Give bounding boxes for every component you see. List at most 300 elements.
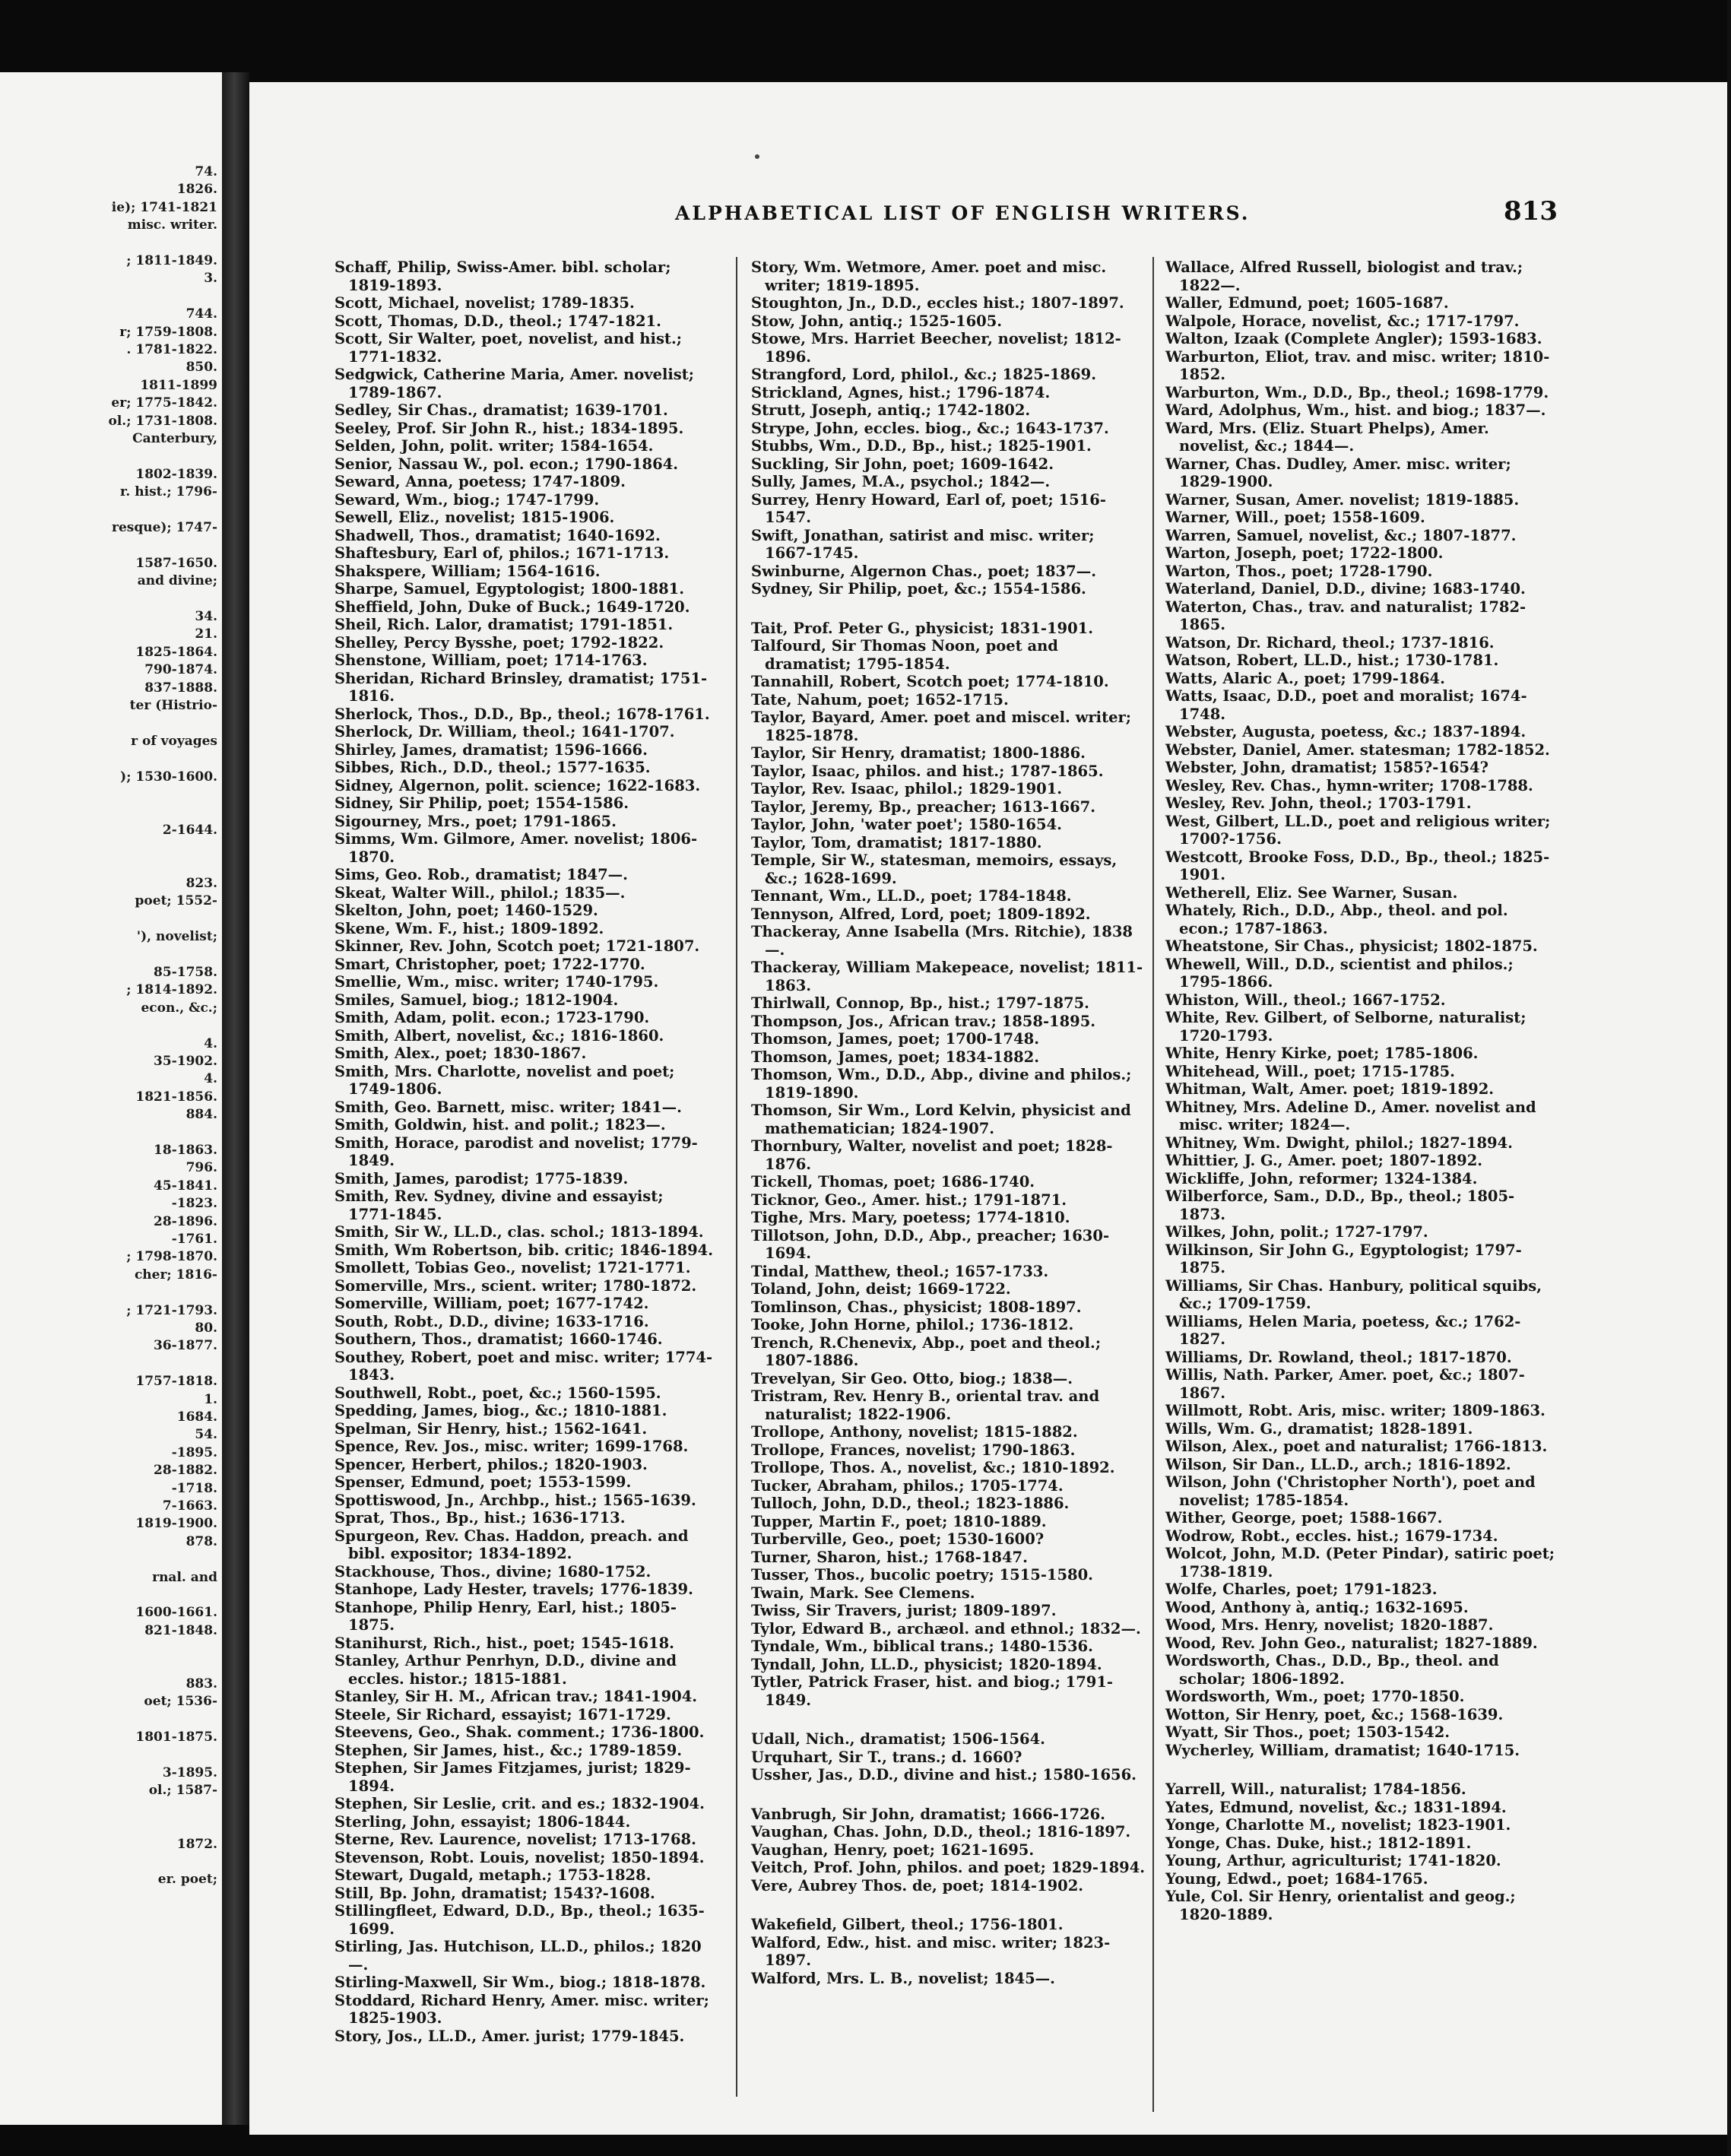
writer-entry: Taylor, Bayard, Amer. poet and miscel. writer; 1825-1878.: [751, 709, 1131, 744]
writer-entry: Tennant, Wm., LL.D., poet; 1784-1848.: [751, 887, 1072, 905]
left-page-text-fragment: ; 1814-1892.: [126, 982, 217, 998]
writer-entry: Spedding, James, biog., &c.; 1810-1881.: [334, 1402, 667, 1419]
left-page-text-fragment: 850.: [185, 360, 217, 376]
writer-entry: Warner, Chas. Dudley, Amer. misc. writer; 1829-1900.: [1165, 455, 1511, 490]
writer-entry: Taylor, Jeremy, Bp., preacher; 1613-1667.: [751, 797, 1096, 816]
left-page-text-fragment: 1600-1661.: [135, 1605, 217, 1621]
writer-entry: Spottiswood, Jn., Archbp., hist.; 1565-1639.: [334, 1491, 696, 1509]
writer-entry: West, Gilbert, LL.D., poet and religious writer; 1700?-1756.: [1165, 812, 1551, 848]
left-page-text-fragment: . 1781-1822.: [126, 342, 217, 357]
writer-entry: Thornbury, Walter, novelist and poet; 1828-1876.: [751, 1137, 1113, 1173]
left-page-text-fragment: 1757-1818.: [135, 1374, 217, 1390]
left-page-text-fragment: ; 1721-1793.: [126, 1302, 217, 1318]
writer-entry: Schaff, Philip, Swiss-Amer. bibl. scholar; 1819-1893.: [334, 258, 671, 294]
writer-entry: Sigourney, Mrs., poet; 1791-1865.: [334, 812, 617, 830]
writer-entry: Story, Jos., LL.D., Amer. jurist; 1779-1845.: [334, 2027, 685, 2045]
writer-entry: Sterling, John, essayist; 1806-1844.: [334, 1812, 631, 1831]
left-page-text-fragment: 21.: [195, 626, 217, 642]
left-page-text-fragment: 823.: [185, 876, 217, 891]
left-page-text-fragment: oet; 1536-: [144, 1694, 217, 1710]
left-page-text-fragment: 1587-1650.: [135, 555, 217, 571]
writer-entry: Stanley, Arthur Penrhyn, D.D., divine and eccles. histor.; 1815-1881.: [334, 1652, 677, 1688]
writer-entry: Seward, Wm., biog.; 1747-1799.: [334, 490, 600, 509]
writer-entry: Tytler, Patrick Fraser, hist. and biog.; 1791-1849.: [751, 1673, 1114, 1709]
left-page-text-fragment: er; 1775-1842.: [111, 395, 217, 411]
writer-entry: Swift, Jonathan, satirist and misc. writer; 1667-1745.: [751, 526, 1095, 562]
writer-entry: Tighe, Mrs. Mary, poetess; 1774-1810.: [751, 1209, 1070, 1226]
writer-entry: Wheatstone, Sir Chas., physicist; 1802-1875.: [1165, 937, 1538, 955]
writer-entry: Scott, Thomas, D.D., theol.; 1747-1821.: [334, 312, 661, 330]
writer-entry: Tooke, John Horne, philol.; 1736-1812.: [751, 1316, 1074, 1333]
left-page-text-fragment: 85-1758.: [154, 965, 217, 980]
book-gutter: [222, 72, 249, 2125]
writer-entry: Tulloch, John, D.D., theol.; 1823-1886.: [751, 1495, 1070, 1512]
writer-entry: Wordsworth, Chas., D.D., Bp., theol. and scholar; 1806-1892.: [1165, 1652, 1499, 1688]
page-number: 813: [1504, 196, 1558, 227]
writer-entry: Spence, Rev. Jos., misc. writer; 1699-1768.: [334, 1438, 689, 1455]
left-page-text-fragment: ); 1530-1600.: [120, 769, 217, 785]
left-page-text-fragment: '), novelist;: [136, 929, 217, 945]
writer-entry: Walton, Izaak (Complete Angler); 1593-1683.: [1165, 330, 1542, 347]
left-page-text-fragment: 821-1848.: [144, 1622, 217, 1638]
writer-entry: Willis, Nath. Parker, Amer. poet, &c.; 1807-1867.: [1165, 1366, 1525, 1402]
writer-entry: Wolfe, Charles, poet; 1791-1823.: [1165, 1581, 1438, 1598]
writer-entry: Warner, Susan, Amer. novelist; 1819-1885.: [1165, 490, 1520, 509]
left-page-text-fragment: er. poet;: [157, 1872, 217, 1888]
left-page-text-fragment: 1811-1899: [140, 377, 217, 393]
left-page-text-fragment: r; 1759-1808.: [119, 324, 217, 340]
writer-entry: Senior, Nassau W., pol. econ.; 1790-1864.: [334, 455, 679, 473]
writer-entry: Wesley, Rev. Chas., hymn-writer; 1708-1788.: [1165, 776, 1533, 794]
writer-entry: Wetherell, Eliz. See Warner, Susan.: [1165, 883, 1458, 902]
left-page-text-fragment: ter (Histrio-: [129, 698, 217, 713]
writer-entry: Yonge, Chas. Duke, hist.; 1812-1891.: [1165, 1834, 1472, 1852]
writer-entry: Temple, Sir W., statesman, memoirs, essays, &c.; 1628-1699.: [751, 851, 1118, 887]
writer-entry: Stanhope, Philip Henry, Earl, hist.; 1805-1875.: [334, 1598, 677, 1634]
writer-entry: Sheffield, John, Duke of Buck.; 1649-1720.: [334, 598, 690, 616]
writer-entry: Thomson, James, poet; 1834-1882.: [751, 1048, 1039, 1066]
writer-entry: Wither, George, poet; 1588-1667.: [1165, 1509, 1443, 1527]
left-page-text-fragment: 18-1863.: [154, 1143, 217, 1158]
left-page-text-fragment: 4.: [204, 1035, 217, 1051]
writer-entry: Smith, Adam, polit. econ.; 1723-1790.: [334, 1009, 650, 1026]
left-page-text-fragment: ; 1798-1870.: [126, 1249, 217, 1265]
writer-entry: Shelley, Percy Bysshe, poet; 1792-1822.: [334, 633, 664, 652]
writer-entry: Tait, Prof. Peter G., physicist; 1831-1901.: [751, 619, 1094, 637]
writer-entry: Shakspere, William; 1564-1616.: [334, 562, 601, 580]
writer-entry: Twiss, Sir Travers, jurist; 1809-1897.: [751, 1602, 1057, 1619]
writer-entry: Williams, Sir Chas. Hanbury, political squibs, &c.; 1709-1759.: [1165, 1276, 1542, 1312]
writer-entry: Sherlock, Dr. William, theol.; 1641-1707.: [334, 723, 675, 740]
writer-entry: Turberville, Geo., poet; 1530-1600?: [751, 1530, 1045, 1548]
left-page-text-fragment: 36-1877.: [154, 1338, 217, 1354]
writer-entry: Smellie, Wm., misc. writer; 1740-1795.: [334, 973, 659, 991]
writer-entry: Whiston, Will., theol.; 1667-1752.: [1165, 991, 1446, 1009]
writer-entry: Wills, Wm. G., dramatist; 1828-1891.: [1165, 1419, 1473, 1438]
writer-entry: Tillotson, John, D.D., Abp., preacher; 1630-1694.: [751, 1226, 1110, 1262]
writer-entry: Walford, Edw., hist. and misc. writer; 1823-1897.: [751, 1933, 1111, 1969]
writer-entry: Warren, Samuel, novelist, &c.; 1807-1877.: [1165, 526, 1517, 544]
writer-entry: Strickland, Agnes, hist.; 1796-1874.: [751, 383, 1051, 401]
writer-entry: Wycherley, William, dramatist; 1640-1715.: [1165, 1741, 1520, 1759]
writer-entry: Whitman, Walt, Amer. poet; 1819-1892.: [1165, 1080, 1495, 1098]
left-page-text-fragment: 3.: [204, 271, 217, 287]
letter-section-gap: [751, 1894, 1146, 1916]
column-2: [751, 258, 1146, 1987]
writer-entry: Ussher, Jas., D.D., divine and hist.; 1580-1656.: [751, 1766, 1137, 1783]
writer-entry: Talfourd, Sir Thomas Noon, poet and dramatist; 1795-1854.: [751, 637, 1058, 673]
left-page-text-fragment: 35-1902.: [154, 1054, 217, 1069]
writer-entry: Southwell, Robt., poet, &c.; 1560-1595.: [334, 1384, 661, 1402]
writer-entry: Shenstone, William, poet; 1714-1763.: [334, 652, 648, 669]
writer-entry: Stevenson, Robt. Louis, novelist; 1850-1894.: [334, 1848, 705, 1866]
left-page-text-fragment: Canterbury,: [132, 431, 217, 446]
left-page-text-fragment: 1826.: [176, 182, 217, 198]
writer-entry: Somerville, Mrs., scient. writer; 1780-1872.: [334, 1276, 697, 1295]
writer-entry: Veitch, Prof. John, philos. and poet; 1829-1894.: [751, 1859, 1146, 1876]
writer-entry: Tristram, Rev. Henry B., oriental trav. and naturalist; 1822-1906.: [751, 1387, 1100, 1423]
left-page-text-fragment: and divine;: [137, 573, 217, 589]
writer-entry: Wolcot, John, M.D. (Peter Pindar), satiric poet; 1738-1819.: [1165, 1545, 1555, 1581]
writer-entry: Warburton, Eliot, trav. and misc. writer; 1810-1852.: [1165, 347, 1550, 383]
writer-entry: Tusser, Thos., bucolic poetry; 1515-1580.: [751, 1566, 1093, 1584]
writer-entry: Taylor, Isaac, philos. and hist.; 1787-1865.: [751, 762, 1104, 780]
writer-entry: Suckling, Sir John, poet; 1609-1642.: [751, 455, 1054, 473]
writer-entry: Stephen, Sir James, hist., &c.; 1789-1859.: [334, 1741, 683, 1759]
writer-entry: Wilberforce, Sam., D.D., Bp., theol.; 1805-1873.: [1165, 1187, 1515, 1223]
writer-entry: Still, Bp. John, dramatist; 1543?-1608.: [334, 1884, 655, 1902]
writer-entry: Wallace, Alfred Russell, biologist and trav.; 1822—.: [1165, 258, 1523, 294]
writer-entry: Trollope, Frances, novelist; 1790-1863.: [751, 1441, 1076, 1459]
writer-entry: Wood, Rev. John Geo., naturalist; 1827-1889.: [1165, 1634, 1538, 1652]
writer-entry: Seeley, Prof. Sir John R., hist.; 1834-1895.: [334, 419, 684, 437]
writer-entry: Thomson, James, poet; 1700-1748.: [751, 1030, 1039, 1048]
writer-entry: Sims, Geo. Rob., dramatist; 1847—.: [334, 866, 628, 883]
left-page-text-fragment: 80.: [195, 1321, 217, 1336]
left-page-text-fragment: cher; 1816-: [134, 1267, 217, 1283]
writer-entry: Vanbrugh, Sir John, dramatist; 1666-1726.: [751, 1805, 1105, 1823]
writer-entry: Yates, Edmund, novelist, &c.; 1831-1894.: [1165, 1798, 1507, 1816]
left-page-text-fragment: ie); 1741-1821: [111, 199, 217, 215]
left-page-text-fragment: misc. writer.: [127, 217, 217, 233]
left-page-text-fragment: 7-1663.: [162, 1498, 217, 1514]
writer-entry: Warner, Will., poet; 1558-1609.: [1165, 509, 1425, 526]
writer-entry: Spurgeon, Rev. Chas. Haddon, preach. and bibl. expositor; 1834-1892.: [334, 1527, 689, 1562]
left-page-fragment: [0, 72, 222, 2125]
writer-entry: Scott, Sir Walter, poet, novelist, and hist.; 1771-1832.: [334, 330, 682, 366]
writer-entry: Whewell, Will., D.D., scientist and philos.; 1795-1866.: [1165, 955, 1514, 991]
writer-entry: Sedgwick, Catherine Maria, Amer. novelist; 1789-1867.: [334, 366, 694, 401]
writer-entry: Strype, John, eccles. biog., &c.; 1643-1737.: [751, 419, 1109, 437]
left-page-text-fragment: 883.: [185, 1676, 217, 1692]
writer-entry: White, Henry Kirke, poet; 1785-1806.: [1165, 1045, 1479, 1062]
writer-entry: Willmott, Robt. Aris, misc. writer; 1809-1863.: [1165, 1402, 1546, 1419]
writer-entry: Taylor, Sir Henry, dramatist; 1800-1886.: [751, 744, 1086, 762]
writer-entry: Webster, Daniel, Amer. statesman; 1782-1852.: [1165, 740, 1550, 759]
left-page-text-fragment: ol.; 1731-1808.: [108, 413, 217, 429]
left-page-text-fragment: -1761.: [171, 1232, 217, 1247]
writer-entry: Wodrow, Robt., eccles. hist.; 1679-1734.: [1165, 1527, 1498, 1545]
writer-entry: Urquhart, Sir T., trans.; d. 1660?: [751, 1748, 1022, 1766]
scan-edge: [1727, 0, 1731, 2156]
writer-entry: Tupper, Martin F., poet; 1810-1889.: [751, 1512, 1047, 1530]
writer-entry: Stanley, Sir H. M., African trav.; 1841-1904.: [334, 1688, 698, 1705]
writer-entry: Wakefield, Gilbert, theol.; 1756-1801.: [751, 1916, 1064, 1933]
writer-entry: Wilson, Alex., poet and naturalist; 1766-1813.: [1165, 1438, 1548, 1455]
writer-entry: Stowe, Mrs. Harriet Beecher, novelist; 1812-1896.: [751, 330, 1121, 366]
writer-entry: Waterton, Chas., trav. and naturalist; 1782-1865.: [1165, 598, 1527, 633]
writer-entry: Wilson, John ('Christopher North'), poet and novelist; 1785-1854.: [1165, 1473, 1536, 1509]
writer-entry: Tannahill, Robert, Scotch poet; 1774-1810.: [751, 673, 1109, 690]
writer-entry: Wyatt, Sir Thos., poet; 1503-1542.: [1165, 1723, 1450, 1741]
writer-entry: Scott, Michael, novelist; 1789-1835.: [334, 294, 635, 312]
page-blemish: [755, 154, 759, 159]
letter-section-gap: [751, 598, 1146, 620]
writer-entry: Smith, Rev. Sydney, divine and essayist; 1771-1845.: [334, 1187, 664, 1223]
writer-entry: Warburton, Wm., D.D., Bp., theol.; 1698-1779.: [1165, 383, 1549, 401]
writer-entry: Wickliffe, John, reformer; 1324-1384.: [1165, 1169, 1478, 1187]
writer-entry: Sibbes, Rich., D.D., theol.; 1577-1635.: [334, 759, 651, 776]
left-page-text-fragment: 1684.: [176, 1409, 217, 1425]
writer-entry: Young, Arthur, agriculturist; 1741-1820.: [1165, 1852, 1501, 1869]
writer-entry: Vere, Aubrey Thos. de, poet; 1814-1902.: [751, 1876, 1084, 1894]
writer-entry: Smiles, Samuel, biog.; 1812-1904.: [334, 991, 619, 1009]
left-page-text-fragment: 1802-1839.: [135, 466, 217, 482]
writer-entry: Yarrell, Will., naturalist; 1784-1856.: [1165, 1780, 1466, 1798]
writer-entry: Turner, Sharon, hist.; 1768-1847.: [751, 1548, 1028, 1566]
writer-entry: Spenser, Edmund, poet; 1553-1599.: [334, 1473, 632, 1491]
writer-entry: Smith, Albert, novelist, &c.; 1816-1860.: [334, 1026, 664, 1045]
writer-entry: Udall, Nich., dramatist; 1506-1564.: [751, 1730, 1045, 1748]
writer-entry: Whitney, Wm. Dwight, philol.; 1827-1894.: [1165, 1133, 1513, 1152]
writer-entry: Vaughan, Henry, poet; 1621-1695.: [751, 1841, 1035, 1859]
writer-entry: Sherlock, Thos., D.D., Bp., theol.; 1678-1761.: [334, 705, 710, 723]
left-page-text-fragment: -1895.: [171, 1444, 217, 1460]
left-page-text-fragment: 54.: [195, 1427, 217, 1443]
writer-entry: Tickell, Thomas, poet; 1686-1740.: [751, 1173, 1035, 1191]
left-page-text-fragment: r of voyages: [131, 733, 217, 749]
left-page-text-fragment: 884.: [185, 1107, 217, 1123]
writer-entry: Shadwell, Thos., dramatist; 1640-1692.: [334, 526, 661, 544]
writer-entry: Taylor, Tom, dramatist; 1817-1880.: [751, 833, 1042, 851]
writer-entry: Sydney, Sir Philip, poet, &c.; 1554-1586.: [751, 580, 1086, 598]
writer-entry: Wood, Mrs. Henry, novelist; 1820-1887.: [1165, 1616, 1494, 1634]
left-page-text-fragment: 878.: [185, 1533, 217, 1549]
writer-entry: Sterne, Rev. Laurence, novelist; 1713-1768.: [334, 1831, 696, 1848]
writer-entry: Young, Edwd., poet; 1684-1765.: [1165, 1869, 1428, 1888]
left-page-text-fragment: poet; 1552-: [135, 893, 217, 909]
left-page-text-fragment: 796.: [185, 1160, 217, 1176]
writer-entry: Watson, Dr. Richard, theol.; 1737-1816.: [1165, 633, 1495, 652]
left-page-text-fragment: 1821-1856.: [135, 1089, 217, 1105]
writer-entry: Steele, Sir Richard, essayist; 1671-1729.: [334, 1705, 671, 1723]
writer-entry: Webster, John, dramatist; 1585?-1654?: [1165, 759, 1489, 776]
writer-entry: Smollett, Tobias Geo., novelist; 1721-1771.: [334, 1259, 691, 1276]
left-page-text-fragment: -1823.: [171, 1196, 217, 1212]
writer-entry: Williams, Dr. Rowland, theol.; 1817-1870.: [1165, 1348, 1512, 1366]
writer-entry: Shirley, James, dramatist; 1596-1666.: [334, 740, 648, 759]
writer-entry: Thomson, Wm., D.D., Abp., divine and philos.; 1819-1890.: [751, 1066, 1132, 1102]
writer-entry: Smith, Sir W., LL.D., clas. schol.; 1813-1894.: [334, 1223, 704, 1241]
writer-entry: Vaughan, Chas. John, D.D., theol.; 1816-1897.: [751, 1823, 1131, 1841]
running-head: ALPHABETICAL LIST OF ENGLISH WRITERS.: [675, 202, 1251, 224]
writer-entry: Wordsworth, Wm., poet; 1770-1850.: [1165, 1688, 1465, 1705]
writer-entry: Smith, Alex., poet; 1830-1867.: [334, 1045, 587, 1062]
writer-entry: Stoddard, Richard Henry, Amer. misc. writer; 1825-1903.: [334, 1991, 709, 2027]
writer-entry: Sedley, Sir Chas., dramatist; 1639-1701.: [334, 401, 668, 419]
writer-entry: Trollope, Thos. A., novelist, &c.; 1810-1892.: [751, 1459, 1115, 1476]
column-rule: [1152, 257, 1154, 2112]
writer-entry: Sully, James, M.A., psychol.; 1842—.: [751, 473, 1051, 490]
writer-entry: Southey, Robert, poet and misc. writer; 1774-1843.: [334, 1348, 713, 1384]
right-page: [249, 82, 1727, 2135]
left-page-text-fragment: 1825-1864.: [135, 644, 217, 660]
left-page-text-fragment: ol.; 1587-: [148, 1783, 217, 1799]
writer-entry: Smith, Mrs. Charlotte, novelist and poet; 1749-1806.: [334, 1062, 675, 1098]
left-page-text-fragment: 4.: [204, 1071, 217, 1087]
writer-entry: Trench, R.Chenevix, Abp., poet and theol.; 1807-1886.: [751, 1333, 1102, 1369]
writer-entry: Wood, Anthony à, antiq.; 1632-1695.: [1165, 1598, 1469, 1616]
writer-entry: Spencer, Herbert, philos.; 1820-1903.: [334, 1455, 648, 1473]
writer-entry: Tyndale, Wm., biblical trans.; 1480-1536.: [751, 1638, 1093, 1655]
writer-entry: Tindal, Matthew, theol.; 1657-1733.: [751, 1262, 1049, 1280]
writer-entry: Webster, Augusta, poetess, &c.; 1837-1894.: [1165, 723, 1527, 740]
writer-entry: Stewart, Dugald, metaph.; 1753-1828.: [334, 1866, 652, 1884]
writer-entry: Stanihurst, Rich., hist., poet; 1545-1618.: [334, 1634, 674, 1652]
letter-section-gap: [751, 1709, 1146, 1730]
left-page-text-fragment: -1718.: [171, 1480, 217, 1496]
writer-entry: Seward, Anna, poetess; 1747-1809.: [334, 473, 626, 490]
writer-entry: Watson, Robert, LL.D., hist.; 1730-1781.: [1165, 652, 1499, 669]
writer-entry: Tucker, Abraham, philos.; 1705-1774.: [751, 1476, 1064, 1495]
writer-entry: Stirling-Maxwell, Sir Wm., biog.; 1818-1878.: [334, 1974, 706, 1991]
writer-entry: Thirlwall, Connop, Bp., hist.; 1797-1875.: [751, 994, 1089, 1012]
left-page-text-fragment: 28-1896.: [154, 1213, 217, 1229]
left-page-text-fragment: rnal. and: [152, 1569, 217, 1585]
writer-entry: Surrey, Henry Howard, Earl of, poet; 1516-1547.: [751, 490, 1106, 526]
writer-entry: White, Rev. Gilbert, of Selborne, naturalist; 1720-1793.: [1165, 1009, 1527, 1045]
writer-entry: Taylor, John, 'water poet'; 1580-1654.: [751, 816, 1062, 833]
writer-entry: Strutt, Joseph, antiq.; 1742-1802.: [751, 401, 1031, 419]
writer-entry: Somerville, William, poet; 1677-1742.: [334, 1295, 649, 1312]
writer-entry: Wotton, Sir Henry, poet, &c.; 1568-1639.: [1165, 1705, 1504, 1723]
left-page-text-fragment: 1872.: [176, 1836, 217, 1852]
column-rule: [736, 257, 737, 2097]
left-page-text-fragment: r. hist.; 1796-: [120, 484, 217, 500]
writer-entry: Tylor, Edward B., archæol. and ethnol.; 1832—.: [751, 1619, 1141, 1638]
writer-entry: Wilson, Sir Dan., LL.D., arch.; 1816-1892.: [1165, 1455, 1511, 1473]
writer-entry: Trollope, Anthony, novelist; 1815-1882.: [751, 1423, 1078, 1441]
writer-entry: Skelton, John, poet; 1460-1529.: [334, 902, 598, 919]
left-page-text-fragment: 74.: [195, 164, 217, 179]
writer-entry: Story, Wm. Wetmore, Amer. poet and misc. writer; 1819-1895.: [751, 258, 1107, 294]
writer-entry: Walpole, Horace, novelist, &c.; 1717-1797.: [1165, 312, 1520, 330]
left-page-text-fragment: 3-1895.: [162, 1765, 217, 1780]
writer-entry: Smith, Geo. Barnett, misc. writer; 1841—.: [334, 1098, 682, 1116]
writer-entry: Shaftesbury, Earl of, philos.; 1671-1713.: [334, 544, 670, 562]
writer-entry: Stoughton, Jn., D.D., eccles hist.; 1807-1897.: [751, 294, 1124, 312]
writer-entry: Ward, Mrs. (Eliz. Stuart Phelps), Amer. novelist, &c.; 1844—.: [1165, 419, 1489, 455]
writer-entry: Skinner, Rev. John, Scotch poet; 1721-1807.: [334, 937, 700, 955]
writer-entry: Whitney, Mrs. Adeline D., Amer. novelist and misc. writer; 1824—.: [1165, 1098, 1536, 1133]
writer-entry: Smith, James, parodist; 1775-1839.: [334, 1169, 629, 1187]
letter-section-gap: [751, 1784, 1146, 1806]
writer-entry: Skene, Wm. F., hist.; 1809-1892.: [334, 919, 604, 937]
writer-entry: Stubbs, Wm., D.D., Bp., hist.; 1825-1901.: [751, 437, 1092, 455]
left-page-text-fragment: 1.: [204, 1391, 217, 1407]
writer-entry: Stephen, Sir James Fitzjames, jurist; 1829-1894.: [334, 1759, 691, 1795]
writer-entry: Swinburne, Algernon Chas., poet; 1837—.: [751, 562, 1096, 580]
writer-entry: Selden, John, polit. writer; 1584-1654.: [334, 437, 654, 455]
writer-entry: Stow, John, antiq.; 1525-1605.: [751, 312, 1003, 330]
writer-entry: South, Robt., D.D., divine; 1633-1716.: [334, 1312, 649, 1330]
writer-entry: Stirling, Jas. Hutchison, LL.D., philos.; 1820—.: [334, 1938, 702, 1974]
writer-entry: Thackeray, Anne Isabella (Mrs. Ritchie), 1838—.: [751, 923, 1133, 959]
writer-entry: Smith, Goldwin, hist. and polit.; 1823—.: [334, 1116, 666, 1133]
writer-entry: Williams, Helen Maria, poetess, &c.; 1762-1827.: [1165, 1312, 1521, 1348]
left-page-text-fragment: 28-1882.: [154, 1463, 217, 1479]
writer-entry: Thackeray, William Makepeace, novelist; 1811-1863.: [751, 959, 1143, 994]
writer-entry: Strangford, Lord, philol., &c.; 1825-1869.: [751, 366, 1096, 383]
left-page-text-fragment: 2-1644.: [162, 822, 217, 838]
writer-entry: Sidney, Sir Philip, poet; 1554-1586.: [334, 794, 629, 812]
writer-entry: Sheil, Rich. Lalor, dramatist; 1791-1851.: [334, 616, 674, 633]
left-page-text-fragment: 34.: [195, 609, 217, 624]
left-page-text-fragment: resque); 1747-: [111, 520, 217, 535]
writer-entry: Smith, Wm Robertson, bib. critic; 1846-1894.: [334, 1241, 713, 1259]
writer-entry: Tyndall, John, LL.D., physicist; 1820-1894.: [751, 1655, 1102, 1673]
writer-entry: Waterland, Daniel, D.D., divine; 1683-1740.: [1165, 580, 1526, 598]
left-page-text-fragment: 837-1888.: [144, 680, 217, 696]
writer-entry: Stephen, Sir Leslie, crit. and es.; 1832-1904.: [334, 1795, 705, 1812]
writer-entry: Watts, Isaac, D.D., poet and moralist; 1674-1748.: [1165, 687, 1527, 723]
writer-entry: Watts, Alaric A., poet; 1799-1864.: [1165, 669, 1445, 687]
writer-entry: Sharpe, Samuel, Egyptologist; 1800-1881.: [334, 580, 685, 598]
left-page-text-fragment: econ., &c.;: [141, 1000, 217, 1016]
letter-section-gap: [1165, 1759, 1561, 1780]
writer-entry: Smart, Christopher, poet; 1722-1770.: [334, 955, 645, 973]
writer-entry: Warton, Joseph, poet; 1722-1800.: [1165, 544, 1444, 562]
writer-entry: Sheridan, Richard Brinsley, dramatist; 1751-1816.: [334, 669, 708, 705]
column-1: [334, 258, 715, 2045]
writer-entry: Wilkinson, Sir John G., Egyptologist; 1797-1875.: [1165, 1241, 1522, 1276]
writer-entry: Tennyson, Alfred, Lord, poet; 1809-1892.: [751, 905, 1091, 923]
writer-entry: Toland, John, deist; 1669-1722.: [751, 1280, 1011, 1298]
writer-entry: Tomlinson, Chas., physicist; 1808-1897.: [751, 1298, 1082, 1316]
left-page-text-fragment: 1801-1875.: [135, 1730, 217, 1745]
writer-entry: Warton, Thos., poet; 1728-1790.: [1165, 562, 1433, 580]
writer-entry: Thompson, Jos., African trav.; 1858-1895.: [751, 1012, 1096, 1030]
writer-entry: Wilkes, John, polit.; 1727-1797.: [1165, 1223, 1428, 1241]
writer-entry: Steevens, Geo., Shak. comment.; 1736-1800.: [334, 1723, 705, 1741]
writer-entry: Smith, Horace, parodist and novelist; 1779-1849.: [334, 1133, 698, 1169]
writer-entry: Stillingfleet, Edward, D.D., Bp., theol.; 1635-1699.: [334, 1902, 705, 1938]
writer-entry: Simms, Wm. Gilmore, Amer. novelist; 1806-1870.: [334, 830, 698, 866]
writer-entry: Tate, Nahum, poet; 1652-1715.: [751, 690, 1009, 709]
writer-entry: Sewell, Eliz., novelist; 1815-1906.: [334, 509, 615, 526]
left-page-text-fragment: 744.: [185, 306, 217, 322]
writer-entry: Taylor, Rev. Isaac, philol.; 1829-1901.: [751, 780, 1063, 797]
writer-entry: Thomson, Sir Wm., Lord Kelvin, physicist and mathematician; 1824-1907.: [751, 1102, 1131, 1137]
left-page-text-fragment: ; 1811-1849.: [126, 253, 217, 268]
writer-entry: Southern, Thos., dramatist; 1660-1746.: [334, 1330, 663, 1348]
writer-entry: Yule, Col. Sir Henry, orientalist and geog.; 1820-1889.: [1165, 1888, 1516, 1923]
left-page-text-fragment: 45-1841.: [154, 1178, 217, 1194]
writer-entry: Yonge, Charlotte M., novelist; 1823-1901.: [1165, 1816, 1511, 1834]
writer-entry: Spelman, Sir Henry, hist.; 1562-1641.: [334, 1419, 648, 1438]
writer-entry: Whitehead, Will., poet; 1715-1785.: [1165, 1062, 1455, 1080]
writer-entry: Sidney, Algernon, polit. science; 1622-1683.: [334, 776, 701, 794]
